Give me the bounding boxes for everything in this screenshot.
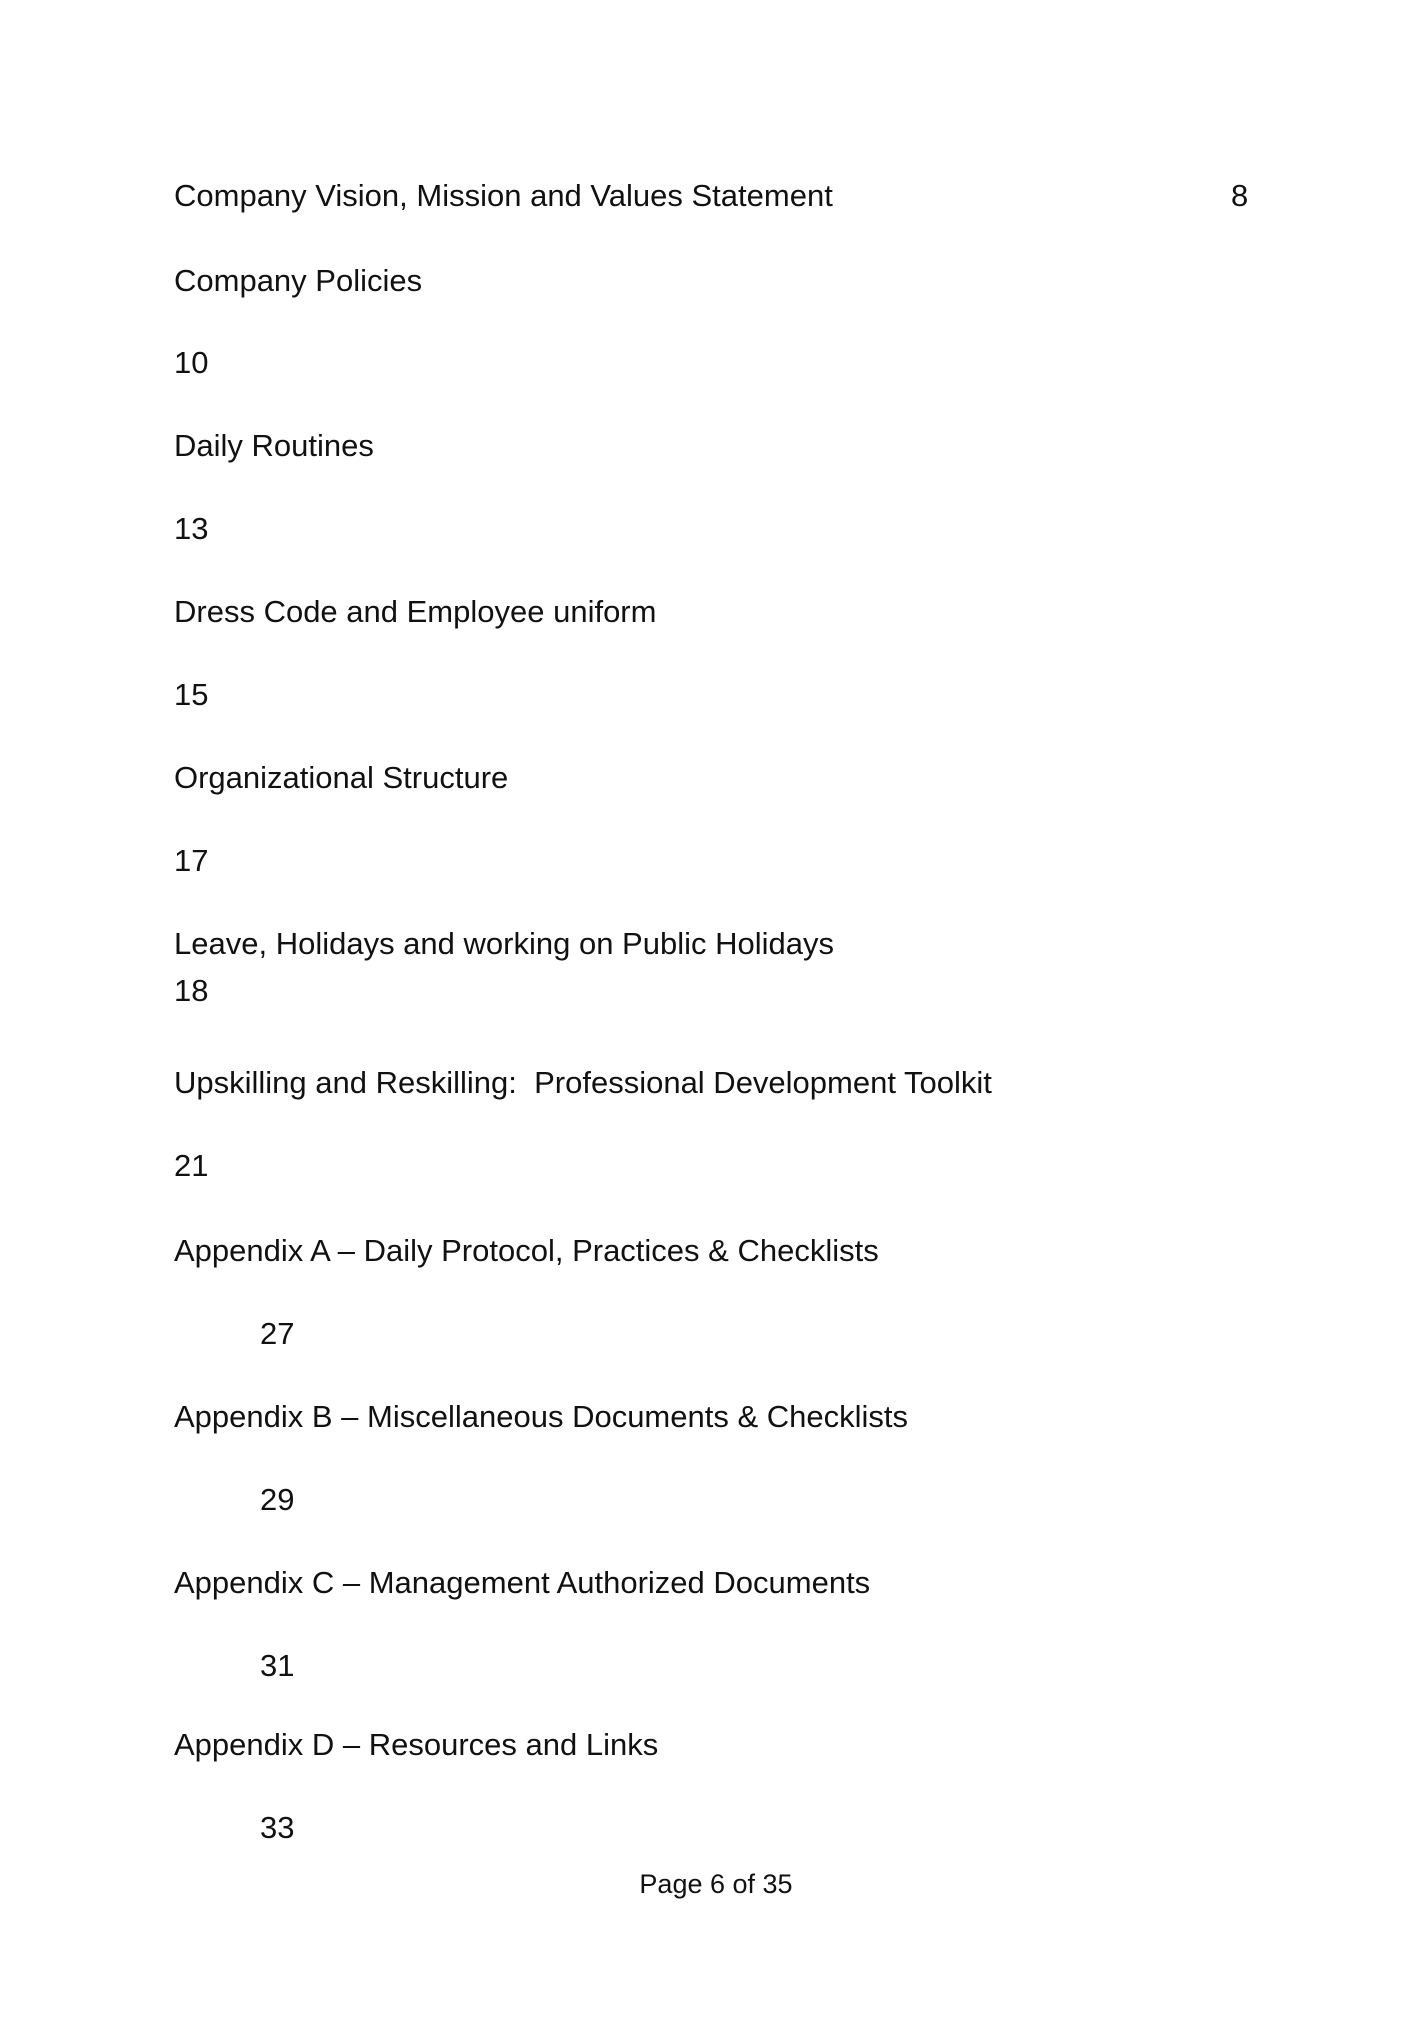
- toc-entry-title: Appendix A – Daily Protocol, Practices & Checklists: [174, 1233, 879, 1268]
- toc-entry-title: Leave, Holidays and working on Public Holidays: [174, 926, 834, 961]
- toc-entry-title: Daily Routines: [174, 428, 374, 463]
- toc-entry-title: Company Policies: [174, 263, 423, 298]
- toc-entry-title: Organizational Structure: [174, 760, 509, 795]
- toc-entry-title: Appendix D – Resources and Links: [174, 1727, 659, 1762]
- toc-entry-title: Appendix B – Miscellaneous Documents & Checklists: [174, 1399, 909, 1434]
- toc-entry-page: 21: [174, 1148, 209, 1183]
- toc-entry-title: Appendix C – Management Authorized Documents: [174, 1565, 871, 1600]
- toc-entry-page: 17: [174, 843, 209, 878]
- toc-entry-title: Upskilling and Reskilling: Professional Development Toolkit: [174, 1065, 992, 1100]
- toc-entry-title: Company Vision, Mission and Values Statement: [174, 178, 833, 213]
- toc-entry-page: 33: [260, 1810, 295, 1845]
- page-number-footer: Page 6 of 35: [639, 1869, 793, 1899]
- toc-entry-page: 13: [174, 511, 209, 546]
- toc-entry-page: 15: [174, 677, 209, 712]
- toc-entry-page: 10: [174, 345, 209, 380]
- toc-entry-title: Dress Code and Employee uniform: [174, 594, 657, 629]
- toc-entry-page: 31: [260, 1648, 295, 1683]
- toc-entry-page: 18: [174, 973, 209, 1008]
- toc-entry-page: 8: [1231, 178, 1249, 213]
- toc-entry-page: 27: [260, 1316, 295, 1351]
- toc-entry-page: 29: [260, 1482, 295, 1517]
